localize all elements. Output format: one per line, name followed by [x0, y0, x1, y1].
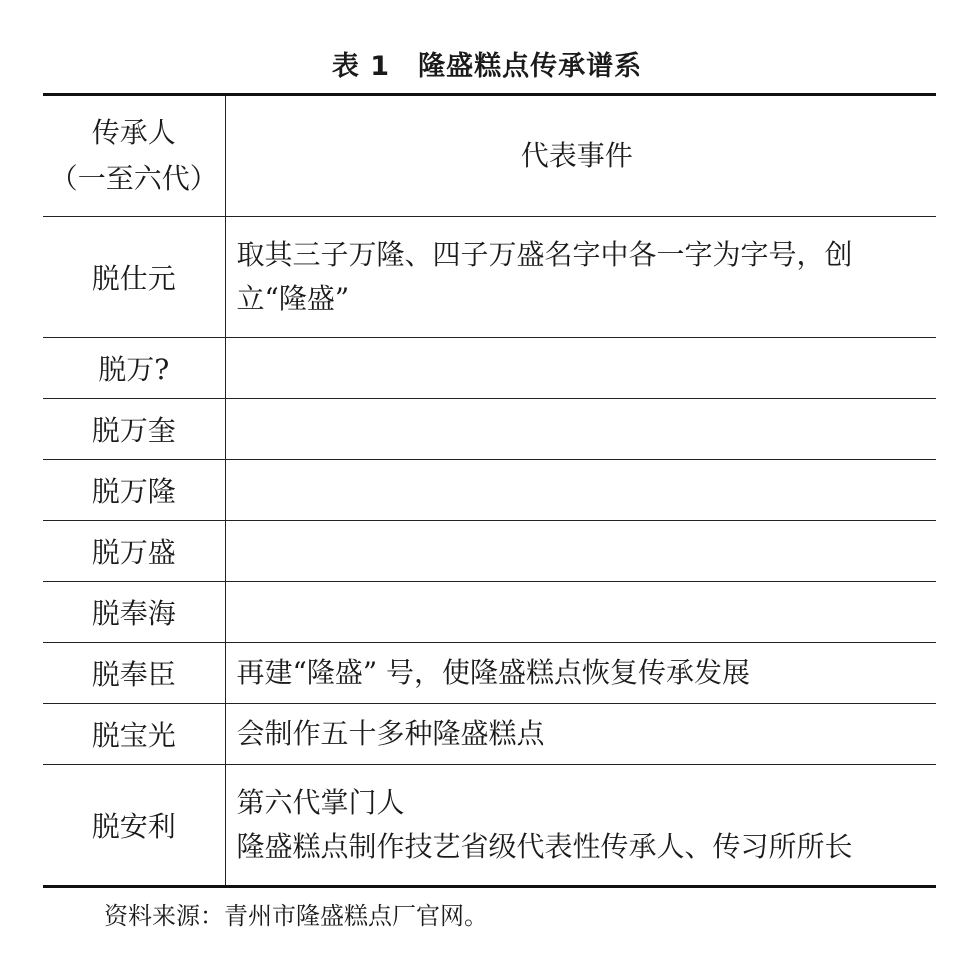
- header-inheritor: [43, 95, 225, 217]
- inheritor-name: 脱奉海: [43, 582, 225, 643]
- table-title: 隆盛糕点传承谱系: [418, 51, 643, 82]
- event-cell: [225, 460, 936, 521]
- inheritor-name: 脱安利: [43, 765, 225, 887]
- source-note: 资料来源：青州市隆盛糕点厂官网。: [104, 902, 488, 930]
- header-inheritor-line2: （一至六代）: [49, 162, 218, 195]
- inheritor-name: 脱宝光: [43, 704, 225, 765]
- event-cell: [225, 765, 936, 887]
- event-cell: [225, 643, 936, 704]
- table-caption: [0, 44, 974, 83]
- header-events: 代表事件: [225, 95, 936, 217]
- event-cell: [225, 521, 936, 582]
- event-cell: [225, 704, 936, 765]
- table-row: [43, 704, 936, 765]
- table-row: [43, 338, 936, 399]
- event-line: 立“隆盛”: [236, 282, 350, 315]
- inheritor-name: 脱万隆: [43, 460, 225, 521]
- event-line: 第六代掌门人: [236, 786, 405, 819]
- event-cell: [225, 338, 936, 399]
- event-cell: [225, 217, 936, 338]
- lineage-table: [43, 93, 936, 888]
- table-row: [43, 582, 936, 643]
- event-cell: [225, 399, 936, 460]
- event-line: 隆盛糕点制作技艺省级代表性传承人、传习所所长: [236, 830, 853, 863]
- inheritor-name: 脱万盛: [43, 521, 225, 582]
- table-header-row: [43, 95, 936, 217]
- table-row: [43, 460, 936, 521]
- event-line: 会制作五十多种隆盛糕点: [236, 717, 545, 750]
- event-line: 取其三子万隆、四子万盛名字中各一字为字号，创: [236, 238, 853, 271]
- table-row: [43, 765, 936, 887]
- table-row: [43, 643, 936, 704]
- event-line: 再建“隆盛” 号，使隆盛糕点恢复传承发展: [236, 656, 751, 689]
- inheritor-name: 脱奉臣: [43, 643, 225, 704]
- inheritor-name: 脱万?: [43, 338, 225, 399]
- inheritor-name: 脱仕元: [43, 217, 225, 338]
- inheritor-name: 脱万奎: [43, 399, 225, 460]
- header-inheritor-line1: 传承人: [91, 116, 176, 149]
- table-row: [43, 521, 936, 582]
- table-row: [43, 217, 936, 338]
- event-cell: [225, 582, 936, 643]
- table-number: 表 1: [331, 51, 391, 82]
- table-row: [43, 399, 936, 460]
